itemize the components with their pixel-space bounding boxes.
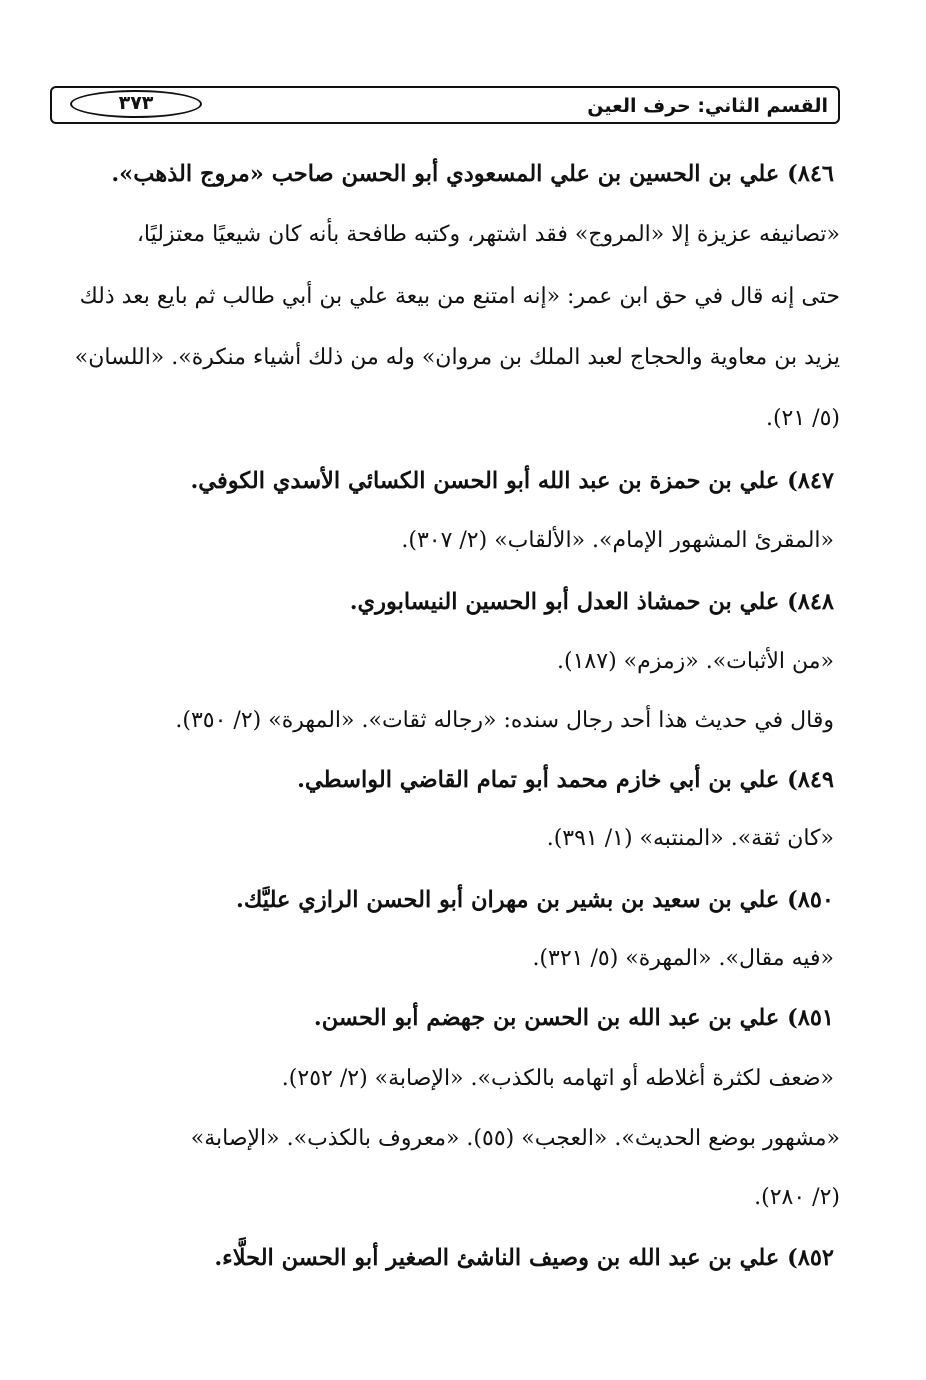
- entry-847-heading: ٨٤٧) علي بن حمزة بن عبد الله أبو الحسن الكسائي الأسدي الكوفي.: [190, 468, 834, 494]
- entry-847-text: «المقرئ المشهور الإمام». «الألقاب» (٢/ ٣٠٧).: [401, 528, 834, 553]
- entry-851-reference: (٢/ ٢٨٠).: [754, 1185, 840, 1210]
- entry-849-text: «كان ثقة». «المنتبه» (١/ ٣٩١).: [546, 826, 834, 851]
- entry-846-heading: ٨٤٦) علي بن الحسين بن علي المسعودي أبو الحسن صاحب «مروج الذهب».: [111, 161, 834, 187]
- page-header: [50, 86, 840, 124]
- section-title: القسم الثاني: حرف العين: [587, 95, 828, 117]
- entry-848-text-2: وقال في حديث هذا أحد رجال سنده: «رجاله ثقات». «المهرة» (٢/ ٣٥٠).: [175, 708, 834, 733]
- entry-846-text-line-2: حتى إنه قال في حق ابن عمر: «إنه امتنع من بيعة علي بن أبي طالب ثم بايع بعد ذلك: [79, 284, 840, 309]
- entry-852-heading: ٨٥٢) علي بن عبد الله بن وصيف الناشئ الصغير أبو الحسن الحلَّاء.: [214, 1245, 834, 1271]
- page-number: ٣٧٣: [70, 90, 202, 118]
- entry-846-text-line-3: يزيد بن معاوية والحجاج لعبد الملك بن مروان» وله من ذلك أشياء منكرة». «اللسان»: [74, 345, 840, 370]
- entry-850-heading: ٨٥٠) علي بن سعيد بن بشير بن مهران أبو الحسن الرازي عليَّك.: [235, 887, 834, 913]
- entry-848-text-1: «من الأثبات». «زمزم» (١٨٧).: [557, 649, 834, 674]
- entry-851-text-1: «ضعف لكثرة أغلاطه أو اتهامه بالكذب». «الإصابة» (٢/ ٢٥٢).: [281, 1066, 834, 1091]
- entry-849-heading: ٨٤٩) علي بن أبي خازم محمد أبو تمام القاضي الواسطي.: [297, 767, 834, 793]
- entry-851-text-2: «مشهور بوضع الحديث». «العجب» (٥٥). «معروف بالكذب». «الإصابة»: [190, 1126, 840, 1151]
- entry-850-text: «فيه مقال». «المهرة» (٥/ ٣٢١).: [532, 946, 834, 971]
- entry-846-text-line-1: «تصانيفه عزيزة إلا «المروج» فقد اشتهر، وكتبه طافحة بأنه كان شيعيًا معتزليًا،: [136, 222, 840, 247]
- entry-851-heading: ٨٥١) علي بن عبد الله بن الحسن بن جهضم أبو الحسن.: [313, 1005, 834, 1031]
- entry-848-heading: ٨٤٨) علي بن حمشاذ العدل أبو الحسين النيسابوري.: [349, 589, 834, 615]
- entry-846-reference: (٥/ ٢١).: [765, 406, 840, 431]
